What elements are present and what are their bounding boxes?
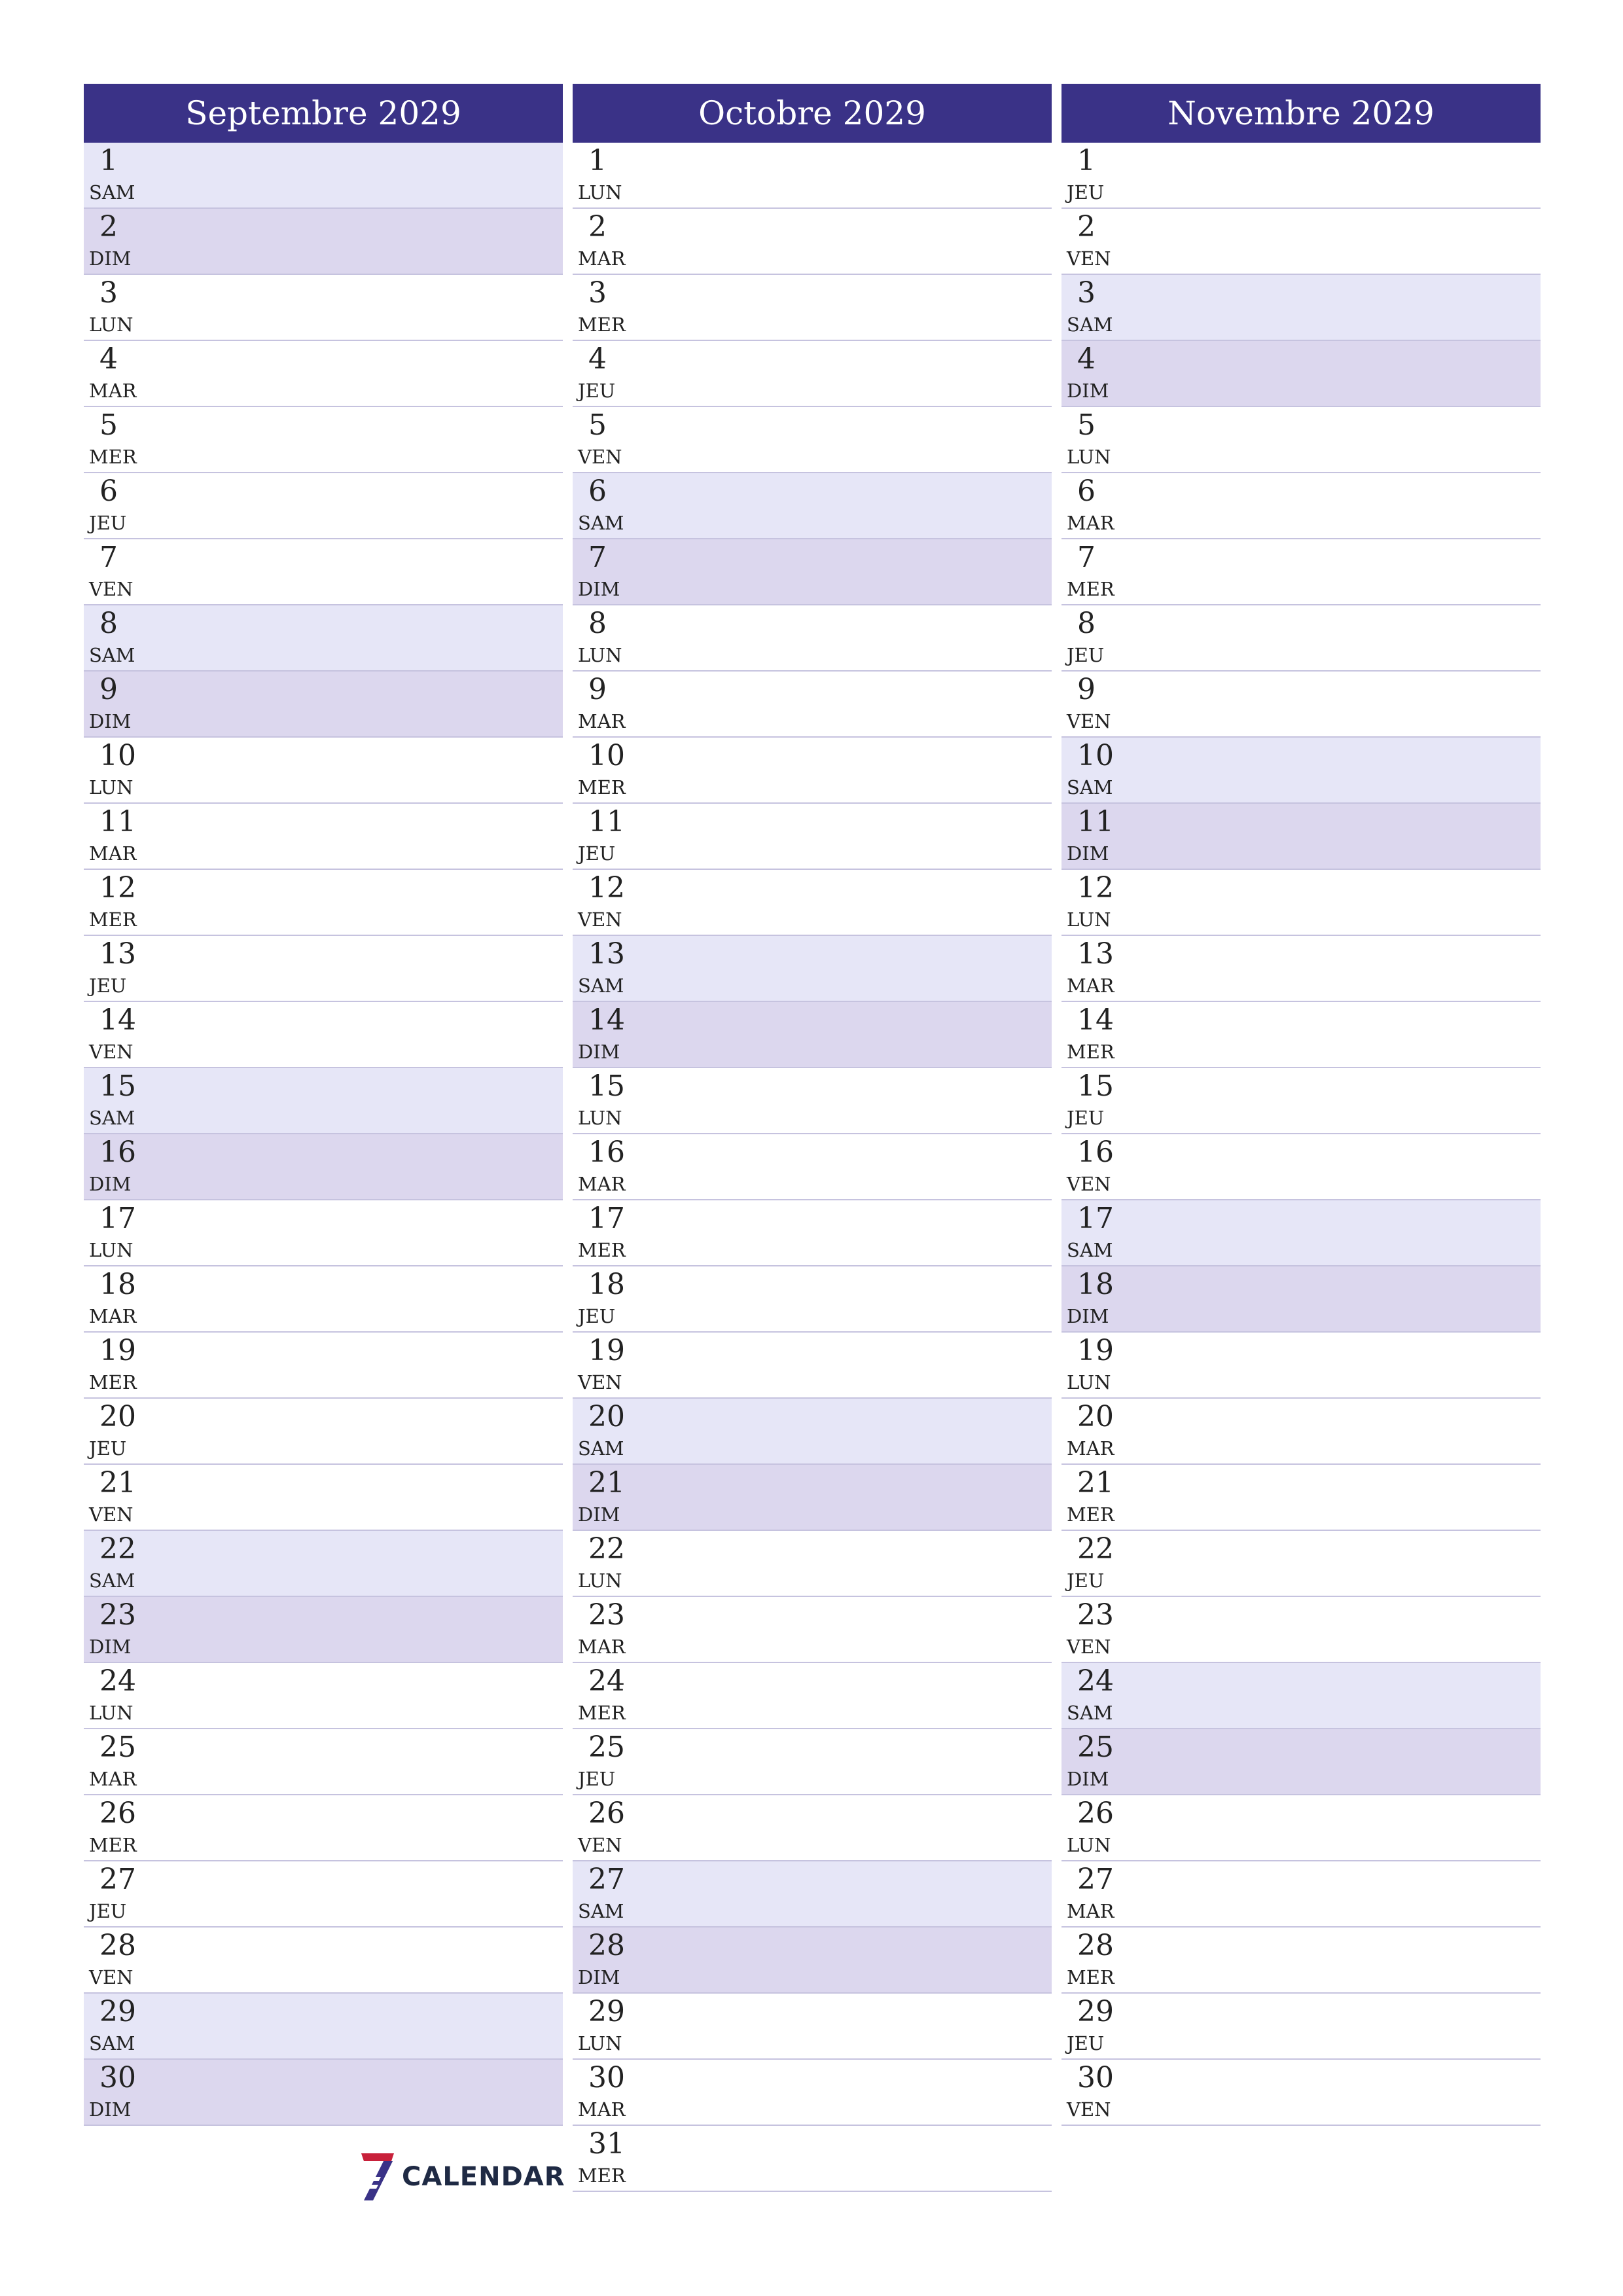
day-number: 24 xyxy=(99,1664,136,1698)
month-header: Octobre 2029 xyxy=(573,84,1052,143)
day-number: 17 xyxy=(99,1202,136,1235)
weekday-label: MER xyxy=(89,1834,137,1856)
day-number: 21 xyxy=(588,1466,625,1499)
day-number: 28 xyxy=(99,1929,136,1962)
day-number: 10 xyxy=(1077,739,1114,772)
day-row xyxy=(573,1928,1052,1994)
day-number: 22 xyxy=(588,1532,625,1566)
weekday-label: DIM xyxy=(578,1503,620,1526)
day-number: 11 xyxy=(588,805,625,838)
weekday-label: JEU xyxy=(1067,644,1105,666)
day-row xyxy=(1061,1399,1541,1465)
day-number: 2 xyxy=(588,210,607,243)
weekday-label: VEN xyxy=(89,1503,134,1526)
day-number: 1 xyxy=(1077,144,1096,177)
day-row xyxy=(573,1729,1052,1795)
weekday-label: JEU xyxy=(578,380,616,402)
weekday-label: LUN xyxy=(578,1570,622,1592)
day-number: 22 xyxy=(1077,1532,1114,1566)
month-column-november xyxy=(1061,84,1541,2126)
weekday-label: LUN xyxy=(89,314,134,336)
day-number: 20 xyxy=(588,1400,625,1433)
weekday-label: JEU xyxy=(1067,1107,1105,1129)
day-row xyxy=(1061,605,1541,672)
day-row xyxy=(1061,1465,1541,1531)
day-row xyxy=(1061,275,1541,341)
weekday-label: DIM xyxy=(578,1041,620,1063)
weekday-label: MAR xyxy=(1067,975,1115,997)
weekday-label: LUN xyxy=(578,181,622,204)
day-number: 14 xyxy=(99,1003,136,1037)
weekday-label: JEU xyxy=(89,1900,127,1922)
weekday-label: JEU xyxy=(1067,1570,1105,1592)
day-row xyxy=(84,738,563,804)
day-number: 5 xyxy=(99,408,118,442)
day-row xyxy=(1061,738,1541,804)
weekday-label: SAM xyxy=(89,644,135,666)
day-row xyxy=(84,275,563,341)
weekday-label: MER xyxy=(578,2164,626,2187)
weekday-label: DIM xyxy=(89,247,132,270)
day-row xyxy=(573,1068,1052,1134)
weekday-label: VEN xyxy=(1067,247,1111,270)
day-row xyxy=(1061,1928,1541,1994)
day-number: 6 xyxy=(99,475,118,508)
day-row xyxy=(573,738,1052,804)
day-row xyxy=(573,2126,1052,2192)
day-row xyxy=(84,1994,563,2060)
day-row xyxy=(1061,1663,1541,1729)
weekday-label: VEN xyxy=(89,1966,134,1988)
day-number: 2 xyxy=(99,210,118,243)
day-row xyxy=(573,275,1052,341)
day-row xyxy=(573,143,1052,209)
day-number: 17 xyxy=(1077,1202,1114,1235)
day-list xyxy=(573,143,1052,2192)
weekday-label: MER xyxy=(1067,1503,1115,1526)
day-row xyxy=(84,1333,563,1399)
day-row xyxy=(573,870,1052,936)
day-row xyxy=(573,936,1052,1002)
day-number: 28 xyxy=(1077,1929,1114,1962)
day-number: 26 xyxy=(99,1797,136,1830)
day-row xyxy=(573,473,1052,539)
weekday-label: LUN xyxy=(1067,908,1111,931)
day-list xyxy=(1061,143,1541,2126)
day-number: 21 xyxy=(99,1466,136,1499)
day-row xyxy=(84,341,563,407)
weekday-label: MAR xyxy=(1067,1437,1115,1460)
brand-logo xyxy=(359,2152,565,2202)
weekday-label: DIM xyxy=(89,2098,132,2121)
weekday-label: SAM xyxy=(1067,1702,1113,1724)
weekday-label: VEN xyxy=(1067,710,1111,732)
day-number: 3 xyxy=(1077,276,1096,310)
day-row xyxy=(1061,1729,1541,1795)
day-row xyxy=(84,1266,563,1333)
day-row xyxy=(573,1465,1052,1531)
month-column-september xyxy=(84,84,563,2126)
weekday-label: MAR xyxy=(89,842,137,865)
day-row xyxy=(84,870,563,936)
weekday-label: MER xyxy=(578,314,626,336)
day-row xyxy=(84,539,563,605)
day-row xyxy=(1061,1994,1541,2060)
weekday-label: LUN xyxy=(1067,1371,1111,1393)
weekday-label: DIM xyxy=(578,1966,620,1988)
day-number: 15 xyxy=(1077,1069,1114,1103)
day-number: 12 xyxy=(1077,871,1114,905)
day-row xyxy=(573,2060,1052,2126)
weekday-label: DIM xyxy=(1067,842,1109,865)
weekday-label: MER xyxy=(89,446,137,468)
weekday-label: SAM xyxy=(578,1900,624,1922)
day-row xyxy=(573,1134,1052,1200)
day-number: 26 xyxy=(588,1797,625,1830)
day-number: 19 xyxy=(588,1334,625,1367)
weekday-label: MAR xyxy=(578,1636,626,1658)
day-number: 10 xyxy=(588,739,625,772)
day-number: 15 xyxy=(588,1069,625,1103)
weekday-label: MAR xyxy=(578,710,626,732)
month-column-october xyxy=(573,84,1052,2192)
day-row xyxy=(84,1928,563,1994)
day-row xyxy=(84,2060,563,2126)
weekday-label: VEN xyxy=(1067,1636,1111,1658)
day-number: 29 xyxy=(99,1995,136,2028)
day-number: 13 xyxy=(99,937,136,971)
day-row xyxy=(1061,1597,1541,1663)
day-row xyxy=(573,672,1052,738)
day-row xyxy=(84,672,563,738)
weekday-label: JEU xyxy=(89,1437,127,1460)
day-row xyxy=(1061,1531,1541,1597)
day-row xyxy=(573,1333,1052,1399)
weekday-label: MAR xyxy=(89,1305,137,1327)
weekday-label: JEU xyxy=(578,842,616,865)
day-number: 22 xyxy=(99,1532,136,1566)
day-row xyxy=(84,1597,563,1663)
day-number: 23 xyxy=(1077,1598,1114,1632)
day-number: 23 xyxy=(588,1598,625,1632)
day-row xyxy=(573,1861,1052,1928)
day-number: 27 xyxy=(99,1863,136,1896)
day-row xyxy=(84,1861,563,1928)
weekday-label: JEU xyxy=(1067,2032,1105,2054)
day-row xyxy=(84,473,563,539)
day-row xyxy=(84,804,563,870)
day-number: 12 xyxy=(99,871,136,905)
weekday-label: LUN xyxy=(89,1702,134,1724)
weekday-label: SAM xyxy=(89,1570,135,1592)
weekday-label: MER xyxy=(578,776,626,798)
weekday-label: LUN xyxy=(578,644,622,666)
weekday-label: VEN xyxy=(89,578,134,600)
day-row xyxy=(1061,1002,1541,1068)
day-row xyxy=(84,1068,563,1134)
weekday-label: MAR xyxy=(578,1173,626,1195)
day-row xyxy=(84,1200,563,1266)
day-number: 26 xyxy=(1077,1797,1114,1830)
day-number: 6 xyxy=(588,475,607,508)
day-row xyxy=(573,1795,1052,1861)
day-number: 25 xyxy=(1077,1731,1114,1764)
day-number: 7 xyxy=(1077,541,1096,574)
weekday-label: DIM xyxy=(89,710,132,732)
day-number: 7 xyxy=(99,541,118,574)
day-number: 25 xyxy=(99,1731,136,1764)
day-number: 1 xyxy=(588,144,607,177)
day-number: 30 xyxy=(99,2061,136,2094)
day-row xyxy=(84,605,563,672)
day-number: 8 xyxy=(99,607,118,640)
weekday-label: DIM xyxy=(1067,1305,1109,1327)
day-number: 19 xyxy=(1077,1334,1114,1367)
day-row xyxy=(573,1531,1052,1597)
weekday-label: MAR xyxy=(1067,1900,1115,1922)
weekday-label: SAM xyxy=(578,1437,624,1460)
day-row xyxy=(573,1266,1052,1333)
day-number: 4 xyxy=(99,342,118,376)
weekday-label: LUN xyxy=(89,1239,134,1261)
day-number: 5 xyxy=(588,408,607,442)
day-row xyxy=(573,209,1052,275)
day-number: 4 xyxy=(1077,342,1096,376)
day-row xyxy=(84,1002,563,1068)
day-number: 29 xyxy=(1077,1995,1114,2028)
day-number: 12 xyxy=(588,871,625,905)
weekday-label: DIM xyxy=(578,578,620,600)
day-number: 4 xyxy=(588,342,607,376)
day-number: 23 xyxy=(99,1598,136,1632)
weekday-label: VEN xyxy=(1067,1173,1111,1195)
day-number: 16 xyxy=(1077,1136,1114,1169)
day-number: 29 xyxy=(588,1995,625,2028)
day-number: 27 xyxy=(588,1863,625,1896)
day-number: 14 xyxy=(1077,1003,1114,1037)
weekday-label: SAM xyxy=(1067,314,1113,336)
weekday-label: MAR xyxy=(578,2098,626,2121)
weekday-label: VEN xyxy=(578,908,622,931)
weekday-label: MAR xyxy=(89,1768,137,1790)
day-row xyxy=(84,1795,563,1861)
day-row xyxy=(1061,2060,1541,2126)
day-row xyxy=(573,1399,1052,1465)
day-row xyxy=(573,605,1052,672)
weekday-label: DIM xyxy=(1067,1768,1109,1790)
day-row xyxy=(84,1531,563,1597)
day-number: 30 xyxy=(1077,2061,1114,2094)
day-number: 18 xyxy=(99,1268,136,1301)
day-row xyxy=(1061,143,1541,209)
day-row xyxy=(1061,1266,1541,1333)
month-header: Septembre 2029 xyxy=(84,84,563,143)
weekday-label: MAR xyxy=(578,247,626,270)
day-row xyxy=(1061,1134,1541,1200)
weekday-label: SAM xyxy=(89,181,135,204)
weekday-label: SAM xyxy=(578,512,624,534)
day-number: 31 xyxy=(588,2127,625,2161)
day-row xyxy=(84,407,563,473)
day-number: 30 xyxy=(588,2061,625,2094)
weekday-label: SAM xyxy=(578,975,624,997)
weekday-label: SAM xyxy=(89,2032,135,2054)
day-number: 16 xyxy=(99,1136,136,1169)
day-row xyxy=(84,1134,563,1200)
day-number: 14 xyxy=(588,1003,625,1037)
day-number: 9 xyxy=(99,673,118,706)
weekday-label: SAM xyxy=(1067,776,1113,798)
weekday-label: JEU xyxy=(89,512,127,534)
day-row xyxy=(1061,407,1541,473)
day-number: 20 xyxy=(1077,1400,1114,1433)
day-number: 11 xyxy=(99,805,136,838)
day-list xyxy=(84,143,563,2126)
day-number: 2 xyxy=(1077,210,1096,243)
weekday-label: VEN xyxy=(578,446,622,468)
day-row xyxy=(1061,341,1541,407)
day-number: 18 xyxy=(588,1268,625,1301)
weekday-label: MER xyxy=(1067,1041,1115,1063)
day-number: 24 xyxy=(588,1664,625,1698)
weekday-label: VEN xyxy=(578,1834,622,1856)
weekday-label: LUN xyxy=(1067,446,1111,468)
weekday-label: JEU xyxy=(89,975,127,997)
weekday-label: LUN xyxy=(578,1107,622,1129)
day-number: 13 xyxy=(1077,937,1114,971)
day-row xyxy=(1061,473,1541,539)
day-number: 27 xyxy=(1077,1863,1114,1896)
day-number: 1 xyxy=(99,144,118,177)
day-number: 21 xyxy=(1077,1466,1114,1499)
day-number: 28 xyxy=(588,1929,625,1962)
weekday-label: MER xyxy=(1067,1966,1115,1988)
day-row xyxy=(1061,539,1541,605)
day-row xyxy=(84,936,563,1002)
day-row xyxy=(1061,672,1541,738)
day-row xyxy=(1061,209,1541,275)
weekday-label: MAR xyxy=(1067,512,1115,534)
day-number: 13 xyxy=(588,937,625,971)
weekday-label: SAM xyxy=(89,1107,135,1129)
weekday-label: MER xyxy=(89,1371,137,1393)
weekday-label: MER xyxy=(578,1702,626,1724)
day-number: 25 xyxy=(588,1731,625,1764)
weekday-label: DIM xyxy=(89,1173,132,1195)
day-number: 9 xyxy=(588,673,607,706)
weekday-label: SAM xyxy=(1067,1239,1113,1261)
day-number: 15 xyxy=(99,1069,136,1103)
weekday-label: VEN xyxy=(578,1371,622,1393)
day-number: 17 xyxy=(588,1202,625,1235)
day-row xyxy=(573,539,1052,605)
day-number: 10 xyxy=(99,739,136,772)
day-number: 7 xyxy=(588,541,607,574)
day-row xyxy=(573,1597,1052,1663)
day-number: 18 xyxy=(1077,1268,1114,1301)
day-row xyxy=(573,804,1052,870)
day-number: 16 xyxy=(588,1136,625,1169)
day-row xyxy=(573,407,1052,473)
weekday-label: DIM xyxy=(89,1636,132,1658)
day-number: 6 xyxy=(1077,475,1096,508)
weekday-label: LUN xyxy=(1067,1834,1111,1856)
day-row xyxy=(1061,936,1541,1002)
day-row xyxy=(1061,870,1541,936)
weekday-label: LUN xyxy=(89,776,134,798)
weekday-label: JEU xyxy=(578,1768,616,1790)
day-row xyxy=(1061,1068,1541,1134)
day-row xyxy=(84,1465,563,1531)
day-row xyxy=(573,341,1052,407)
seven-logo-icon xyxy=(359,2152,395,2202)
day-row xyxy=(84,1663,563,1729)
day-number: 24 xyxy=(1077,1664,1114,1698)
day-row xyxy=(84,209,563,275)
day-row xyxy=(1061,1333,1541,1399)
weekday-label: LUN xyxy=(578,2032,622,2054)
day-row xyxy=(573,1002,1052,1068)
weekday-label: MER xyxy=(1067,578,1115,600)
day-row xyxy=(84,143,563,209)
day-number: 5 xyxy=(1077,408,1096,442)
day-row xyxy=(84,1399,563,1465)
day-number: 19 xyxy=(99,1334,136,1367)
day-number: 20 xyxy=(99,1400,136,1433)
day-row xyxy=(573,1663,1052,1729)
day-number: 8 xyxy=(1077,607,1096,640)
day-number: 3 xyxy=(588,276,607,310)
day-row xyxy=(1061,804,1541,870)
weekday-label: MAR xyxy=(89,380,137,402)
day-row xyxy=(1061,1861,1541,1928)
day-row xyxy=(573,1200,1052,1266)
weekday-label: JEU xyxy=(1067,181,1105,204)
weekday-label: VEN xyxy=(89,1041,134,1063)
weekday-label: DIM xyxy=(1067,380,1109,402)
day-row xyxy=(1061,1200,1541,1266)
day-row xyxy=(573,1994,1052,2060)
month-header: Novembre 2029 xyxy=(1061,84,1541,143)
day-number: 8 xyxy=(588,607,607,640)
day-row xyxy=(1061,1795,1541,1861)
weekday-label: VEN xyxy=(1067,2098,1111,2121)
day-row xyxy=(84,1729,563,1795)
weekday-label: MER xyxy=(89,908,137,931)
day-number: 11 xyxy=(1077,805,1114,838)
day-number: 9 xyxy=(1077,673,1096,706)
brand-name: CALENDAR xyxy=(402,2162,565,2192)
weekday-label: JEU xyxy=(578,1305,616,1327)
weekday-label: MER xyxy=(578,1239,626,1261)
day-number: 3 xyxy=(99,276,118,310)
